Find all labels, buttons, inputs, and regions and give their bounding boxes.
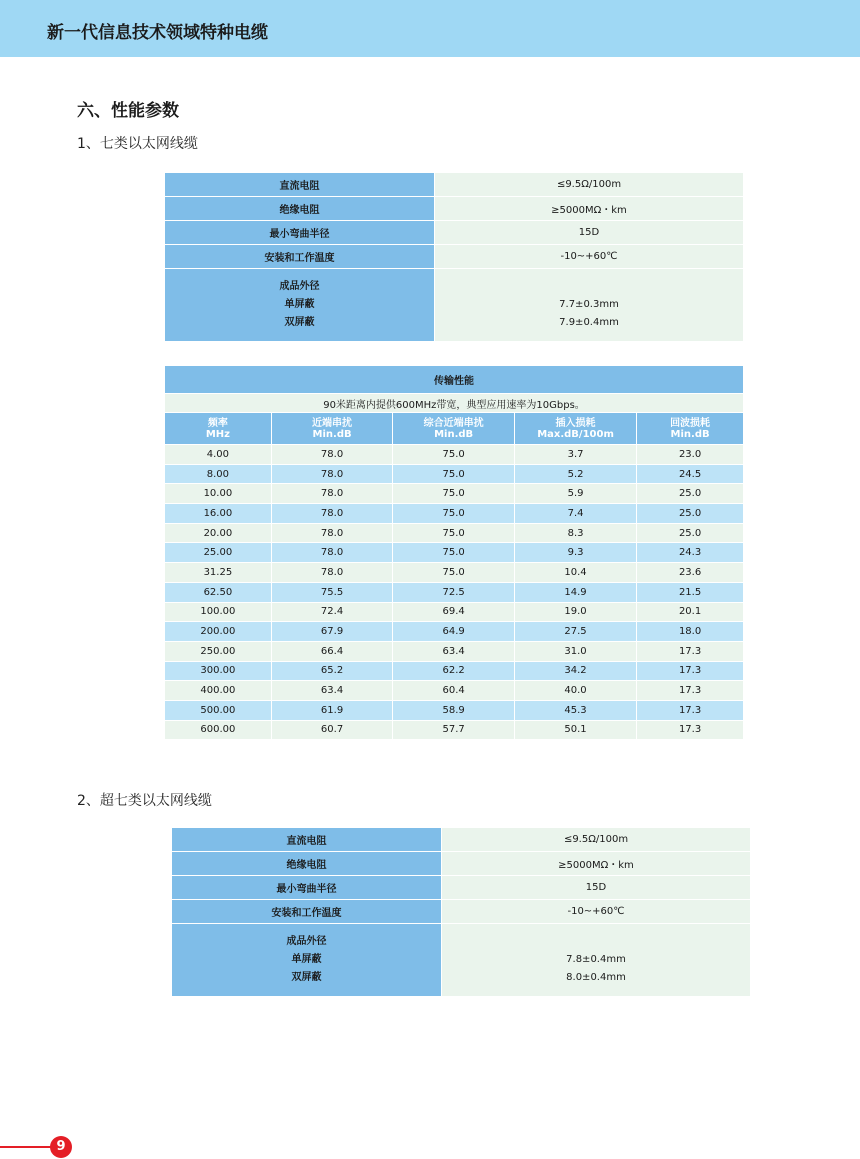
cable7plus-spec-table xyxy=(171,827,751,997)
table-cell: 8.00 xyxy=(165,464,272,484)
spec-row xyxy=(172,852,751,876)
table-cell: 78.0 xyxy=(271,563,393,583)
table-cell: 63.4 xyxy=(393,641,515,661)
spec-row xyxy=(172,900,751,924)
table-cell: 60.4 xyxy=(393,681,515,701)
double-shield-label: 双屏蔽 xyxy=(284,317,315,328)
table-cell: 58.9 xyxy=(393,700,515,720)
table-row xyxy=(165,720,744,740)
col-header-name: 近端串扰 xyxy=(312,417,353,429)
spec-key: 直流电阻 xyxy=(165,173,435,197)
spec-key: 绝缘电阻 xyxy=(165,197,435,221)
spec-value: 15D xyxy=(435,221,744,245)
diameter-values xyxy=(435,269,744,342)
cable7plus-title: 2、超七类以太网线缆 xyxy=(77,793,212,809)
col-header-name: 插入损耗 xyxy=(555,417,596,429)
table-cell: 65.2 xyxy=(271,661,393,681)
table-cell: 300.00 xyxy=(165,661,272,681)
table-row xyxy=(165,484,744,504)
footer-line xyxy=(0,1146,52,1148)
table-cell: 400.00 xyxy=(165,681,272,701)
table-cell: 75.0 xyxy=(393,484,515,504)
table-cell: 31.25 xyxy=(165,563,272,583)
spec-row xyxy=(165,173,744,197)
spec-row-diameter xyxy=(165,269,744,342)
table-cell: 10.4 xyxy=(514,563,636,583)
table-cell: 21.5 xyxy=(637,582,744,602)
table-cell: 100.00 xyxy=(165,602,272,622)
cable7-spec-table xyxy=(164,172,744,342)
table-cell: 17.3 xyxy=(637,681,744,701)
table-cell: 75.5 xyxy=(271,582,393,602)
table-row xyxy=(165,523,744,543)
table-cell: 5.9 xyxy=(514,484,636,504)
double-shield-value: 7.9±0.4mm xyxy=(559,317,619,328)
table-cell: 78.0 xyxy=(271,543,393,563)
table-cell: 9.3 xyxy=(514,543,636,563)
table-cell: 25.0 xyxy=(637,504,744,524)
table-cell: 45.3 xyxy=(514,700,636,720)
spec-row xyxy=(165,245,744,269)
single-shield-label: 单屏蔽 xyxy=(284,299,315,310)
table-cell: 4.00 xyxy=(165,445,272,465)
table-cell: 61.9 xyxy=(271,700,393,720)
table-cell: 25.0 xyxy=(637,523,744,543)
table-cell: 23.0 xyxy=(637,445,744,465)
spec-row xyxy=(172,876,751,900)
table-cell: 17.3 xyxy=(637,661,744,681)
table-row xyxy=(165,504,744,524)
table-cell: 31.0 xyxy=(514,641,636,661)
col-header-unit: Max.dB/100m xyxy=(537,428,614,440)
table-cell: 40.0 xyxy=(514,681,636,701)
single-shield-value: 7.8±0.4mm xyxy=(566,954,626,965)
table-row xyxy=(165,681,744,701)
perf-note: 90米距离内提供600MHz带宽，典型应用速率为10Gbps。 xyxy=(165,394,744,413)
table-cell: 62.50 xyxy=(165,582,272,602)
table-cell: 14.9 xyxy=(514,582,636,602)
table-row xyxy=(165,543,744,563)
single-shield-label: 单屏蔽 xyxy=(291,954,322,965)
single-shield-value: 7.7±0.3mm xyxy=(559,299,619,310)
spec-key: 最小弯曲半径 xyxy=(172,876,442,900)
table-cell: 62.2 xyxy=(393,661,515,681)
table-cell: 78.0 xyxy=(271,445,393,465)
spec-value: ≤9.5Ω/100m xyxy=(442,828,751,852)
table-cell: 17.3 xyxy=(637,700,744,720)
double-shield-value: 8.0±0.4mm xyxy=(566,972,626,983)
spec-value: 15D xyxy=(442,876,751,900)
spec-value: ≥5000MΩ・km xyxy=(435,197,744,221)
diameter-keys xyxy=(172,924,442,997)
spec-row xyxy=(165,221,744,245)
table-cell: 63.4 xyxy=(271,681,393,701)
table-row xyxy=(165,563,744,583)
table-cell: 78.0 xyxy=(271,504,393,524)
page-header xyxy=(0,0,860,57)
table-cell: 34.2 xyxy=(514,661,636,681)
table-cell: 25.0 xyxy=(637,484,744,504)
table-row xyxy=(165,602,744,622)
table-cell: 8.3 xyxy=(514,523,636,543)
table-cell: 7.4 xyxy=(514,504,636,524)
header-title: 新一代信息技术领域特种电缆 xyxy=(47,23,268,43)
table-cell: 27.5 xyxy=(514,622,636,642)
cable7-title: 1、七类以太网线缆 xyxy=(77,136,198,152)
col-header-name: 综合近端串扰 xyxy=(423,417,484,429)
col-header-unit: Min.dB xyxy=(434,428,474,440)
table-cell: 500.00 xyxy=(165,700,272,720)
table-row xyxy=(165,582,744,602)
double-shield-label: 双屏蔽 xyxy=(291,972,322,983)
table-cell: 69.4 xyxy=(393,602,515,622)
diameter-values xyxy=(442,924,751,997)
spec-value: -10~+60℃ xyxy=(435,245,744,269)
table-cell: 67.9 xyxy=(271,622,393,642)
col-header xyxy=(165,413,272,445)
table-row xyxy=(165,464,744,484)
table-row xyxy=(165,445,744,465)
perf-note-row xyxy=(165,394,744,413)
table-cell: 75.0 xyxy=(393,563,515,583)
table-cell: 25.00 xyxy=(165,543,272,563)
table-cell: 3.7 xyxy=(514,445,636,465)
col-header xyxy=(271,413,393,445)
table-cell: 20.1 xyxy=(637,602,744,622)
table-row xyxy=(165,661,744,681)
col-header xyxy=(514,413,636,445)
table-cell: 17.3 xyxy=(637,720,744,740)
col-header-unit: Min.dB xyxy=(670,428,710,440)
col-header-name: 频率 xyxy=(207,417,228,429)
table-cell: 78.0 xyxy=(271,523,393,543)
table-cell: 75.0 xyxy=(393,464,515,484)
spec-key: 绝缘电阻 xyxy=(172,852,442,876)
table-cell: 72.4 xyxy=(271,602,393,622)
table-cell: 18.0 xyxy=(637,622,744,642)
table-cell: 57.7 xyxy=(393,720,515,740)
table-cell: 16.00 xyxy=(165,504,272,524)
table-cell: 17.3 xyxy=(637,641,744,661)
spec-key: 直流电阻 xyxy=(172,828,442,852)
table-cell: 78.0 xyxy=(271,484,393,504)
table-cell: 75.0 xyxy=(393,445,515,465)
perf-title-row xyxy=(165,366,744,394)
spec-key: 最小弯曲半径 xyxy=(165,221,435,245)
table-cell: 75.0 xyxy=(393,504,515,524)
table-cell: 5.2 xyxy=(514,464,636,484)
diameter-label: 成品外径 xyxy=(279,281,320,292)
table-cell: 50.1 xyxy=(514,720,636,740)
table-cell: 19.0 xyxy=(514,602,636,622)
table-cell: 64.9 xyxy=(393,622,515,642)
col-header xyxy=(637,413,744,445)
table-cell: 23.6 xyxy=(637,563,744,583)
spec-row xyxy=(172,828,751,852)
spec-value: ≥5000MΩ・km xyxy=(442,852,751,876)
table-cell: 250.00 xyxy=(165,641,272,661)
page-number: 9 xyxy=(50,1136,72,1158)
table-cell: 24.5 xyxy=(637,464,744,484)
spec-value: ≤9.5Ω/100m xyxy=(435,173,744,197)
perf-header-row xyxy=(165,413,744,445)
table-cell: 75.0 xyxy=(393,543,515,563)
perf-title: 传输性能 xyxy=(165,366,744,394)
spec-row-diameter xyxy=(172,924,751,997)
col-header-name: 回波损耗 xyxy=(670,417,711,429)
table-row xyxy=(165,641,744,661)
spec-row xyxy=(165,197,744,221)
table-cell: 200.00 xyxy=(165,622,272,642)
table-cell: 66.4 xyxy=(271,641,393,661)
table-cell: 10.00 xyxy=(165,484,272,504)
table-row xyxy=(165,622,744,642)
table-cell: 72.5 xyxy=(393,582,515,602)
table-cell: 75.0 xyxy=(393,523,515,543)
spec-key: 安装和工作温度 xyxy=(172,900,442,924)
table-cell: 600.00 xyxy=(165,720,272,740)
section-title: 六、性能参数 xyxy=(77,101,179,121)
col-header-unit: Min.dB xyxy=(312,428,352,440)
diameter-label: 成品外径 xyxy=(286,936,327,947)
transmission-performance-table xyxy=(164,365,744,740)
perf-body xyxy=(165,445,744,740)
table-cell: 78.0 xyxy=(271,464,393,484)
table-row xyxy=(165,700,744,720)
table-cell: 24.3 xyxy=(637,543,744,563)
col-header xyxy=(393,413,515,445)
col-header-unit: MHz xyxy=(205,428,230,440)
table-cell: 20.00 xyxy=(165,523,272,543)
table-cell: 60.7 xyxy=(271,720,393,740)
diameter-keys xyxy=(165,269,435,342)
spec-key: 安装和工作温度 xyxy=(165,245,435,269)
spec-value: -10~+60℃ xyxy=(442,900,751,924)
